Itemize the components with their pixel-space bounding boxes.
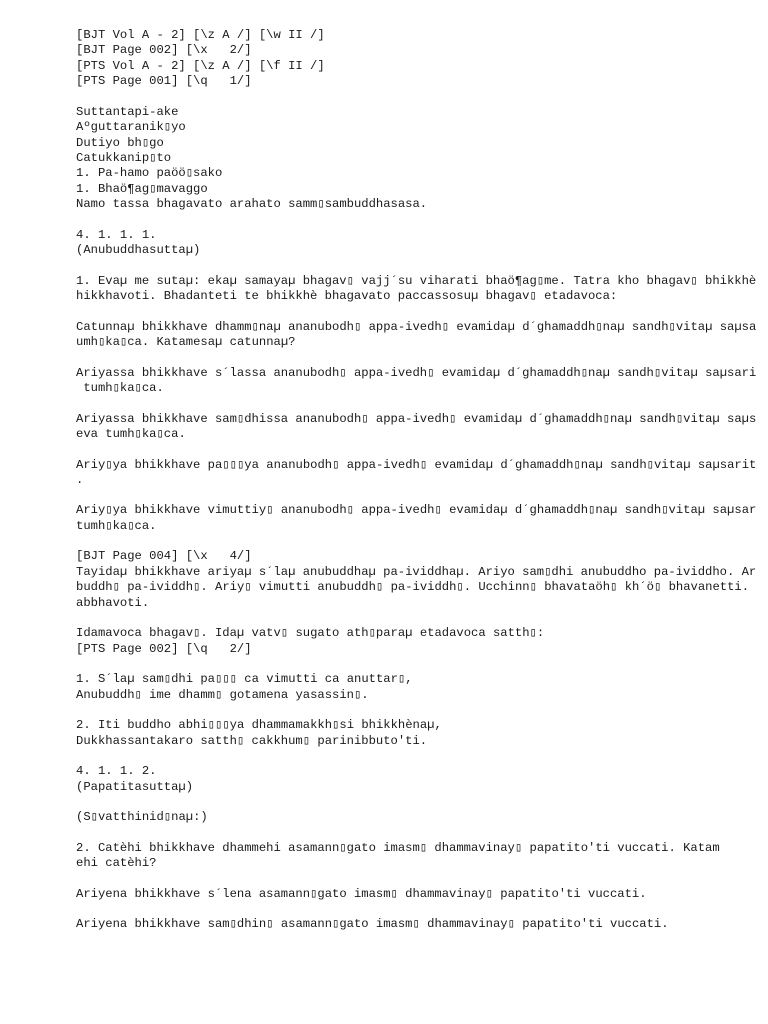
paragraph — [76, 718, 768, 749]
text-line: [PTS Page 002] [\q 2/] — [76, 641, 252, 656]
text-line: 4. 1. 1. 1. — [76, 227, 157, 242]
text-line: 4. 1. 1. 2. — [76, 764, 157, 779]
paragraph-gap — [76, 749, 768, 764]
paragraph — [76, 503, 768, 534]
paragraph-gap — [76, 350, 768, 365]
paragraph — [76, 887, 768, 902]
text-line: Anubuddh▯ ime dhamm▯ gotamena yasassin▯. — [76, 687, 369, 702]
text-line: [BJT Page 004] [\x 4/] — [76, 549, 252, 564]
paragraph-gap — [76, 442, 768, 457]
paragraph-gap — [76, 90, 768, 105]
paragraph-gap — [76, 902, 768, 917]
text-line: 1. Pa-hamo paöö▯sako — [76, 166, 223, 181]
text-line: . — [76, 472, 84, 487]
paragraph — [76, 458, 768, 489]
text-line: Dukkhassantakaro satth▯ cakkhum▯ parinibbuto'ti. — [76, 733, 428, 748]
paragraph — [76, 28, 768, 90]
text-line: buddh▯ pa-ividdh▯. Ariy▯ vimutti anubuddh▯ pa-ividdh▯. Ucchinn▯ bhavataöh▯ kh´ö▯ bhavanetti. — [76, 580, 750, 595]
paragraph-gap — [76, 258, 768, 273]
paragraph — [76, 672, 768, 703]
text-line: 2. Catèhi bhikkhave dhammehi asamann▯gato imasm▯ dhammavinay▯ papatito'ti vuccati. Katam — [76, 840, 720, 855]
paragraph-gap — [76, 396, 768, 411]
text-line: 1. Evaµ me sutaµ: ekaµ samayaµ bhagav▯ vajj´su viharati bhaö¶ag▯me. Tatra kho bhagav▯ bhikkhè — [76, 273, 757, 288]
text-line: eva tumh▯ka▯ca. — [76, 426, 186, 441]
paragraph — [76, 412, 768, 443]
text-line: Catukkanip▯to — [76, 150, 172, 165]
text-line: Ariyassa bhikkhave s´lassa ananubodh▯ appa-ivedh▯ evamidaµ d´ghamaddh▯naµ sandh▯vitaµ saµsari — [76, 365, 757, 380]
paragraph-gap — [76, 212, 768, 227]
paragraph — [76, 320, 768, 351]
paragraph-gap — [76, 534, 768, 549]
text-line: hikkhavoti. Bhadanteti te bhikkhè bhagavato paccassosuµ bhagav▯ etadavoca: — [76, 289, 618, 304]
text-line: [PTS Page 001] [\q 1/] — [76, 74, 252, 89]
text-line: 1. Bhaö¶ag▯mavaggo — [76, 181, 208, 196]
paragraph — [76, 810, 768, 825]
text-line: Suttantapi-ake — [76, 104, 179, 119]
paragraph-gap — [76, 703, 768, 718]
text-line: 1. S´laµ sam▯dhi pa▯▯▯ ca vimutti ca anuttar▯, — [76, 672, 413, 687]
text-line: 2. Iti buddho abhi▯▯▯ya dhammamakkh▯si bhikkhènaµ, — [76, 718, 442, 733]
text-line: abbhavoti. — [76, 595, 150, 610]
text-line: Ariyena bhikkhave s´lena asamann▯gato imasm▯ dhammavinay▯ papatito'ti vuccati. — [76, 886, 647, 901]
paragraph — [76, 841, 768, 872]
paragraph — [76, 105, 768, 213]
text-line: [BJT Page 002] [\x 2/] — [76, 43, 252, 58]
paragraph — [76, 274, 768, 305]
paragraph-gap — [76, 871, 768, 886]
document-page — [76, 28, 768, 1024]
paragraph-gap — [76, 304, 768, 319]
text-line: Catunnaµ bhikkhave dhamm▯naµ ananubodh▯ appa-ivedh▯ evamidaµ d´ghamaddh▯naµ sandh▯vitaµ saµsa — [76, 319, 757, 334]
paragraph-gap — [76, 611, 768, 626]
text-line: Ariyassa bhikkhave sam▯dhissa ananubodh▯ appa-ivedh▯ evamidaµ d´ghamaddh▯naµ sandh▯vitaµ saµs — [76, 411, 757, 426]
text-line: [PTS Vol A - 2] [\z A /] [\f II /] — [76, 58, 325, 73]
text-line: Aºguttaranik▯yo — [76, 120, 186, 135]
paragraph — [76, 549, 768, 611]
paragraph — [76, 366, 768, 397]
paragraph — [76, 917, 768, 932]
text-line: ehi catèhi? — [76, 856, 157, 871]
text-line: (Papatitasuttaµ) — [76, 779, 194, 794]
text-line: (S▯vatthinid▯naµ:) — [76, 810, 208, 825]
text-line: Idamavoca bhagav▯. Idaµ vatv▯ sugato ath▯paraµ etadavoca satth▯: — [76, 626, 545, 641]
paragraph — [76, 764, 768, 795]
text-line: Ariyena bhikkhave sam▯dhin▯ asamann▯gato imasm▯ dhammavinay▯ papatito'ti vuccati. — [76, 917, 669, 932]
text-line: Namo tassa bhagavato arahato samm▯sambuddhasasa. — [76, 197, 428, 212]
paragraph — [76, 626, 768, 657]
text-line: [BJT Vol A - 2] [\z A /] [\w II /] — [76, 28, 325, 42]
text-line: Ariy▯ya bhikkhave vimuttiy▯ ananubodh▯ appa-ivedh▯ evamidaµ d´ghamaddh▯naµ sandh▯vitaµ saµsar — [76, 503, 757, 518]
paragraph-gap — [76, 657, 768, 672]
text-line: Ariy▯ya bhikkhave pa▯▯▯ya ananubodh▯ appa-ivedh▯ evamidaµ d´ghamaddh▯naµ sandh▯vitaµ saµsarit — [76, 457, 757, 472]
paragraph — [76, 228, 768, 259]
paragraph-gap — [76, 488, 768, 503]
paragraph-gap — [76, 795, 768, 810]
text-line: (Anubuddhasuttaµ) — [76, 243, 201, 258]
text-line: Dutiyo bh▯go — [76, 135, 164, 150]
text-line: tumh▯ka▯ca. — [76, 380, 164, 395]
text-line: tumh▯ka▯ca. — [76, 518, 157, 533]
paragraph-gap — [76, 825, 768, 840]
text-line: umh▯ka▯ca. Katamesaµ catunnaµ? — [76, 335, 296, 349]
text-line: Tayidaµ bhikkhave ariyaµ s´laµ anubuddhaµ pa-ividdhaµ. Ariyo sam▯dhi anubuddho pa-ividdho. Ar — [76, 564, 757, 579]
